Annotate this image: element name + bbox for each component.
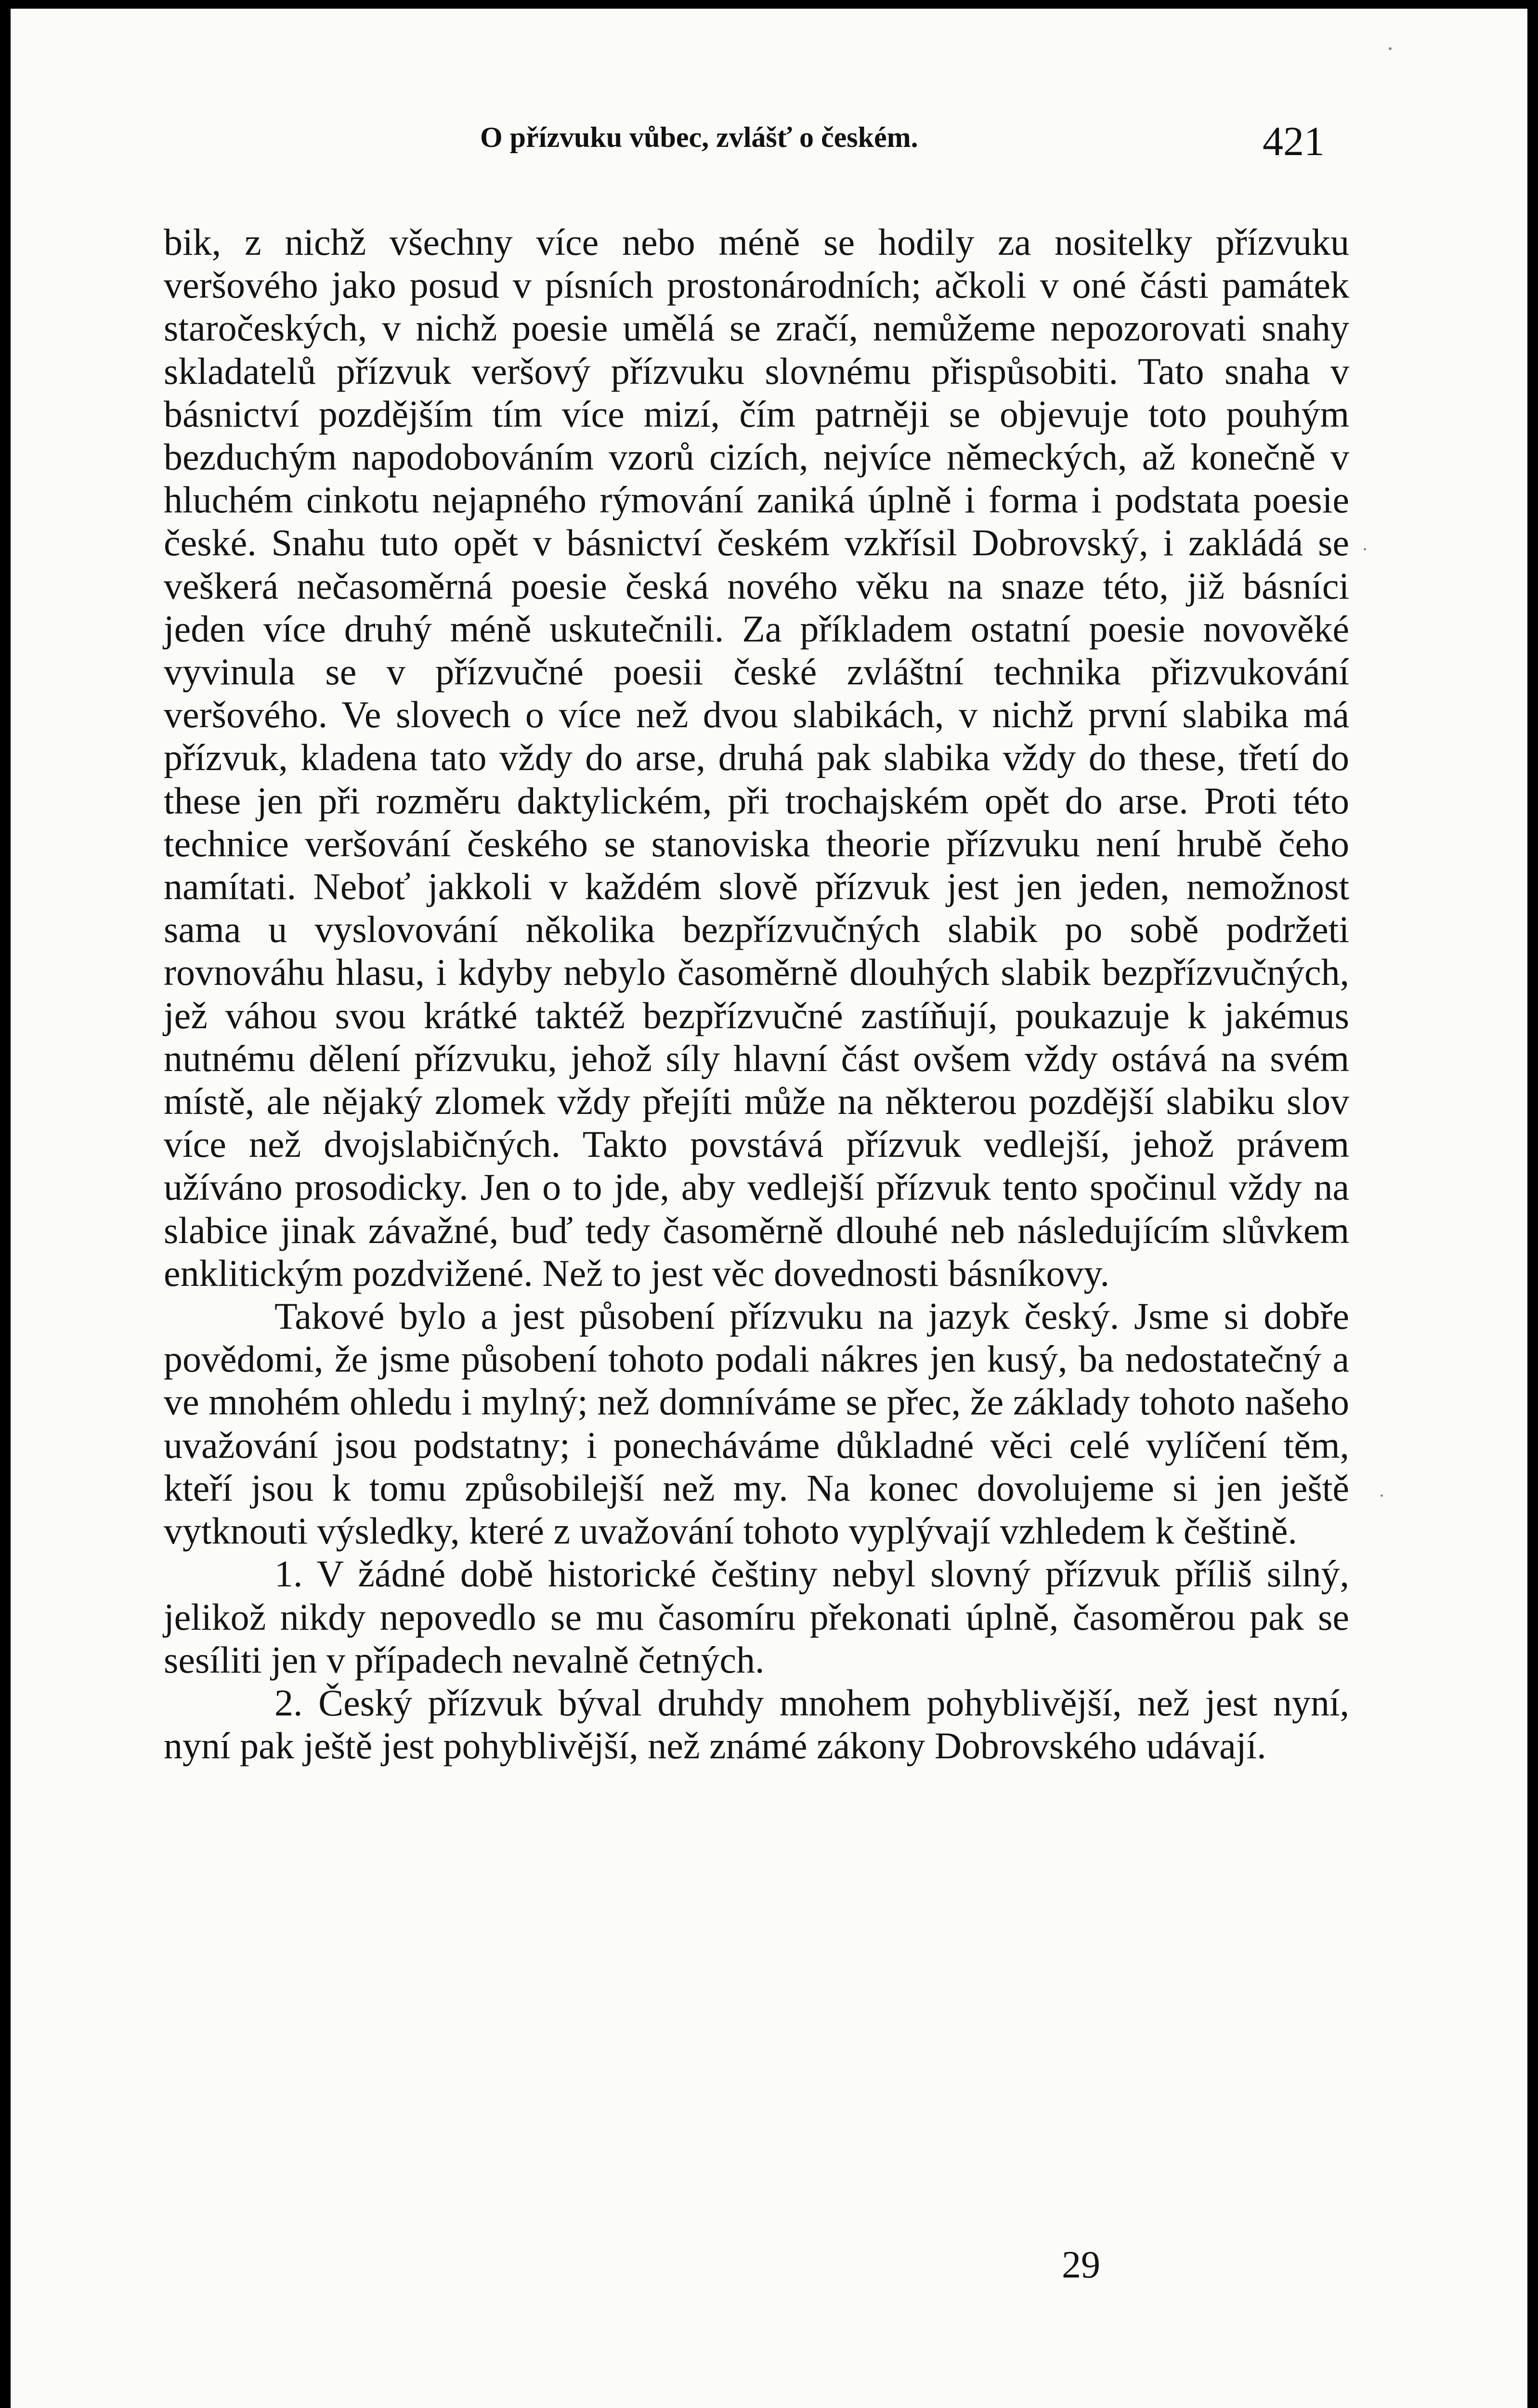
page-number: 421 [1263,118,1325,164]
scan-speck [1389,47,1392,50]
paragraph-continued: bik, z nichž všechny více nebo méně se hodily za nositelky přízvuku veršového jako posud v písních prostonárodních; ačkoli v oné části památek staročeských, v nichž poesie umělá se zračí, nemůžeme nepozorovati snahy skladatelů přízvuk veršový přízvuku slovnému přispůsobiti. Tato snaha v básnictví pozdějším tím více mizí, čím patrněji se objevuje toto pouhým bezduchým napodobováním vzorů cizích, nejvíce německých, až konečně v hluchém cinkotu nejapného rýmování zaniká úplně i forma i podstata poesie české. Snahu tuto opět v básnictví českém vzkřísil Dobrovský, i zakládá se veškerá nečasoměrná poesie česká nového věku na snaze této, již básníci jeden více druhý méně uskutečnili. Za příkladem ostatní poesie novověké vyvinula se v přízvučné poesii české zvláštní technika přizvukování veršového. Ve slovech o více než dvou slabikách, v nichž první slabika má přízvuk, kladena tato vždy do arse, druhá pak slabika vždy do these, třetí do these jen při rozměru daktylickém, při trochajském opět do arse. Proti této technice veršování českého se stanoviska theorie přízvuku není hrubě čeho namítati. Neboť jakkoli v každém slově přízvuk jest jen jeden, nemožnost sama u vyslovování několika bezpřízvučných slabik po sobě podržeti rovnováhu hlasu, i kdyby nebylo časoměrně dlouhých slabik bezpřízvučných, jež váhou svou krátké taktéž bezpřízvučné zastíňují, poukazuje k jakémus nutnému dělení přízvuku, jehož síly hlavní část ovšem vždy ostává na svém místě, ale nějaký zlomek vždy přejíti může na některou pozdější slabiku slov více než dvojslabičných. Takto povstává přízvuk vedlejší, jehož právem užíváno prosodicky. Jen o to jde, aby vedlejší přízvuk tento spočinul vždy na slabice jinak závažné, buď tedy časoměrně dlouhé neb následujícím slůvkem enklitickým pozdvižené. Než to jest věc dovednosti básníkovy. [164,221,1349,1294]
body-text [164,221,1349,1767]
paragraph-summary: Takové bylo a jest působení přízvuku na jazyk český. Jsme si dobře povědomi, že jsme působení tohoto podali nákres jen kusý, ba nedostatečný a ve mnohém ohledu i mylný; než domníváme se přec, že základy tohoto našeho uvažování jsou podstatny; i ponecháváme důkladné věci celé vylíčení těm, kteří jsou k tomu způsobilejší než my. Na konec dovolujeme si jen ještě vytknouti výsledky, které z uvažování tohoto vyplývají vzhledem k češtině. [164,1295,1349,1552]
scan-speck [1364,548,1366,550]
running-title: O přízvuku vůbec, zvlášť o českém. [480,121,918,153]
scan-speck [1381,1494,1383,1497]
paragraph-point-1: 1. V žádné době historické češtiny nebyl slovný přízvuk příliš silný, jelikož nikdy nepovedlo se mu časomíru překonati úplně, časoměrou pak se sesíliti jen v případech nevalně četných. [164,1553,1349,1681]
signature-mark: 29 [1062,2244,1100,2286]
book-page [11,9,1527,2408]
paragraph-point-2: 2. Český přízvuk býval druhdy mnohem pohyblivější, než jest nyní, nyní pak ještě jest pohyblivější, než známé zákony Dobrovského udávají. [164,1681,1349,1767]
page-header [11,117,1527,175]
